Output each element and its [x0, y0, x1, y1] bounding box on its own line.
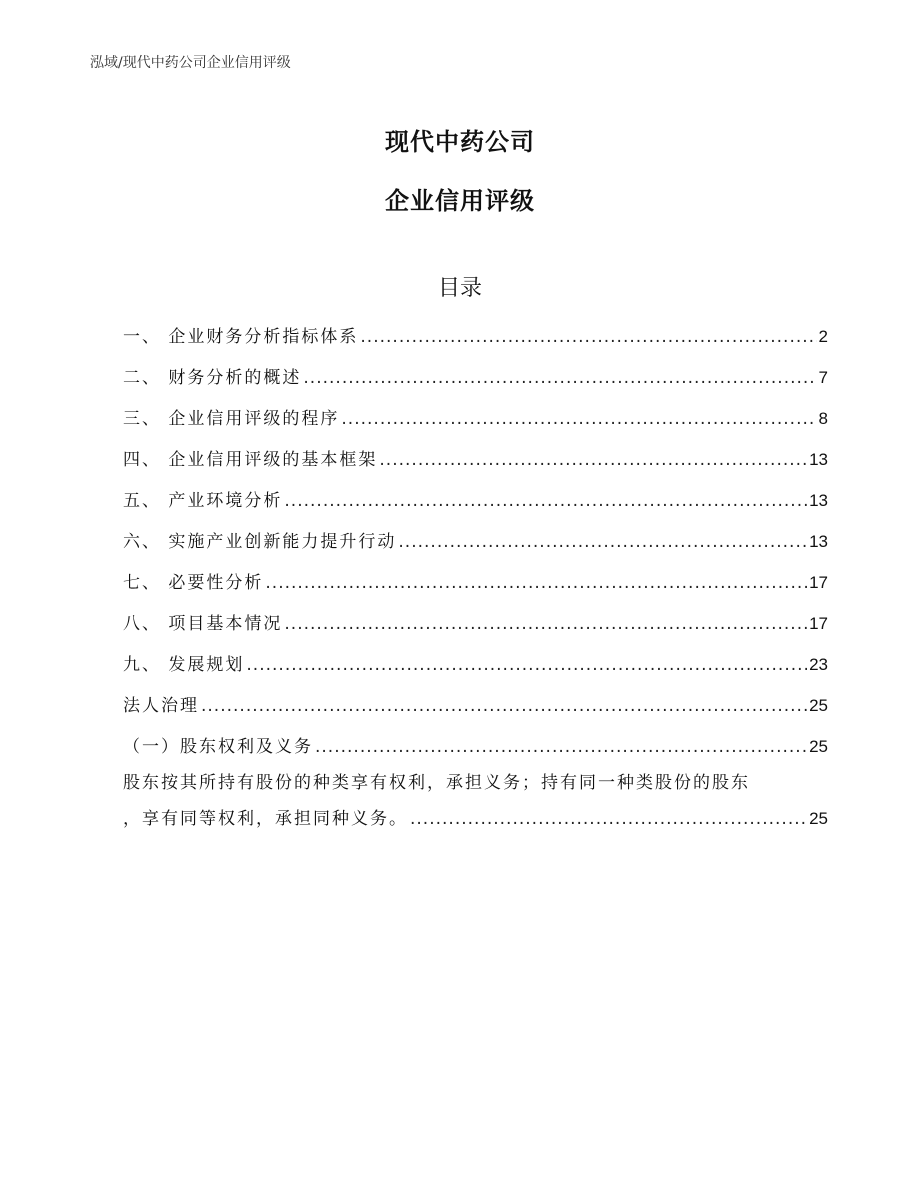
toc-entry-label: 法人治理 — [123, 696, 199, 716]
toc-entry-page: 25 — [809, 809, 828, 828]
toc-leader-dots — [284, 614, 807, 634]
toc-entry-page: 8 — [818, 409, 828, 428]
toc-entry-label: 九、 发展规划 — [123, 655, 245, 675]
toc-leader-dots — [303, 368, 816, 388]
toc-entry-wrapped-line-1[interactable]: 股东按其所持有股份的种类享有权利，承担义务；持有同一种类股份的股东 — [123, 773, 750, 793]
toc-leader-dots — [341, 409, 816, 429]
toc-entry-label: 七、 必要性分析 — [123, 573, 264, 593]
toc-entry-label: 六、 实施产业创新能力提升行动 — [123, 532, 397, 552]
toc-entry-label: 三、 企业信用评级的程序 — [123, 409, 340, 429]
toc-leader-dots — [284, 491, 807, 511]
toc-entry-label: ，享有同等权利，承担同种义务。 — [123, 809, 408, 829]
toc-leader-dots — [360, 327, 816, 347]
toc-entry-page: 13 — [809, 491, 828, 510]
table-of-contents — [123, 322, 828, 845]
toc-entry-page: 23 — [809, 655, 828, 674]
toc-entry-page: 25 — [809, 737, 828, 756]
toc-entry-page: 7 — [818, 368, 828, 387]
toc-entry-page: 13 — [809, 450, 828, 469]
toc-entry[interactable] — [123, 363, 828, 404]
toc-leader-dots — [379, 450, 807, 470]
toc-leader-dots — [246, 655, 807, 675]
toc-entry-label: 四、 企业信用评级的基本框架 — [123, 450, 378, 470]
toc-entry-label: 一、 企业财务分析指标体系 — [123, 327, 359, 347]
toc-entry-label: 八、 项目基本情况 — [123, 614, 283, 634]
toc-leader-dots — [201, 696, 807, 716]
toc-leader-dots — [315, 737, 807, 757]
toc-entry[interactable] — [123, 527, 828, 568]
toc-heading: 目录 — [437, 276, 482, 301]
toc-leader-dots — [410, 809, 807, 829]
toc-entry[interactable] — [123, 322, 828, 363]
toc-entry-page: 13 — [809, 532, 828, 551]
toc-entry-page: 25 — [809, 696, 828, 715]
toc-entry[interactable] — [123, 404, 828, 445]
toc-entry-label: 五、 产业环境分析 — [123, 491, 283, 511]
toc-entry-label: （一）股东权利及义务 — [123, 737, 313, 757]
toc-entry-page: 17 — [809, 573, 828, 592]
toc-entry-label: 二、 财务分析的概述 — [123, 368, 302, 388]
toc-leader-dots — [265, 573, 807, 593]
toc-entry[interactable] — [123, 609, 828, 650]
toc-entry[interactable] — [123, 804, 828, 845]
document-title-line-2: 企业信用评级 — [385, 187, 535, 215]
page-header: 泓域/现代中药公司企业信用评级 — [90, 55, 291, 71]
toc-entry[interactable] — [123, 568, 828, 609]
toc-entry-page: 17 — [809, 614, 828, 633]
toc-leader-dots — [398, 532, 807, 552]
toc-entry[interactable] — [123, 486, 828, 527]
toc-entry[interactable] — [123, 445, 828, 486]
toc-entry-page: 2 — [818, 327, 828, 346]
document-title-line-1: 现代中药公司 — [385, 128, 535, 156]
toc-entry[interactable] — [123, 691, 828, 732]
toc-entry[interactable] — [123, 650, 828, 691]
